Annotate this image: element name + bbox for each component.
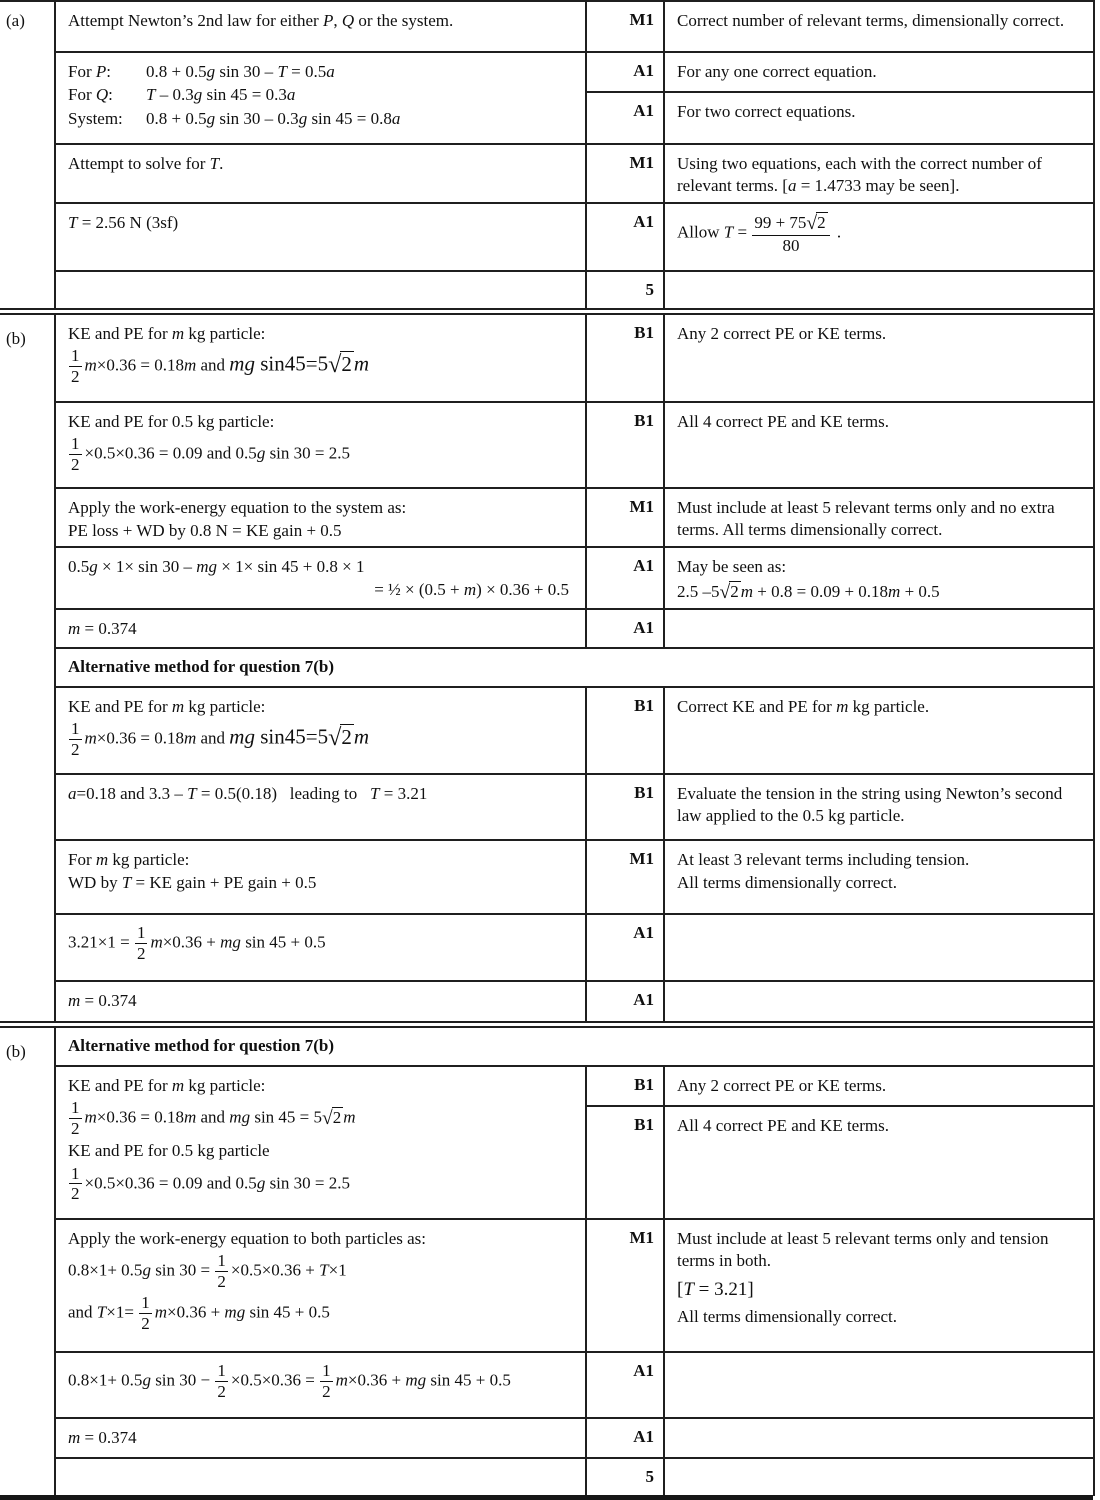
mark-cell: M1 [585, 2, 663, 51]
mark-cell: A1 [585, 982, 663, 1021]
table-row [56, 401, 1093, 487]
alt-method-header [56, 647, 1093, 686]
mark-cell: B1 [585, 403, 663, 487]
sub-row [585, 1105, 1093, 1218]
table-row [56, 51, 1093, 143]
split-marks [585, 1067, 1093, 1218]
section-b-body [56, 315, 1093, 1021]
work-cell [56, 272, 585, 308]
comment-cell [663, 915, 1093, 980]
work-cell: Apply the work-energy equation to the system as: PE loss + WD by 0.8 N = KE gain + 0.5 [68, 498, 407, 541]
section-a-body [56, 2, 1093, 308]
double-rule [0, 308, 1093, 315]
mark-cell: B1 [585, 315, 663, 401]
comment-cell: Any 2 correct PE or KE terms. [663, 315, 1093, 401]
alt-method-header-text: Alternative method for question 7(b) [68, 1036, 334, 1055]
mark-cell: B1 [585, 1067, 663, 1105]
part-label [0, 315, 56, 1021]
mark-cell: B1 [585, 688, 663, 773]
work-cell: KE and PE for 0.5 kg particle: $\frac{1}{2}$ ×0.5×0.36 = 0.09 and 0.5g sin 30 = 2.5 [68, 412, 350, 475]
section-a [0, 2, 1093, 308]
double-rule [0, 1021, 1093, 1028]
mark-cell: M1 [585, 489, 663, 546]
table-row [56, 1457, 1093, 1495]
table-row [56, 1065, 1093, 1218]
work-cell: For P: 0.8 + 0.5g sin 30 – T = 0.5a For Q: T – 0.3g sin 45 = 0.3a System: 0.8 + 0.5g sin 30 – 0.3g sin 45 = 0.8a [68, 62, 401, 128]
work-cell: T = 2.56 N (3sf) [68, 213, 179, 232]
alt-method-header [56, 1028, 1093, 1065]
sub-row [585, 1067, 1093, 1105]
part-label-text: (b) [6, 329, 26, 348]
comment-cell: Allow T = $\frac{99 + 75√2}{80}$ . [663, 204, 1093, 270]
comment-cell [663, 1459, 1093, 1495]
part-label [0, 1028, 56, 1495]
work-cell: For m kg particle: WD by T = KE gain + PE gain + 0.5 [68, 850, 317, 893]
mark-cell: M1 [585, 145, 663, 202]
work-cell: m = 0.374 [68, 1428, 137, 1447]
comment-cell: For any one correct equation. [663, 53, 1093, 91]
table-row [56, 546, 1093, 608]
table-row [56, 1351, 1093, 1417]
sub-row [585, 53, 1093, 91]
mark-cell: A1 [585, 1353, 663, 1417]
mark-cell: M1 [585, 1220, 663, 1351]
table-row [56, 980, 1093, 1021]
sub-row [585, 91, 1093, 143]
table-row [56, 202, 1093, 270]
comment-cell [663, 272, 1093, 308]
table-row [56, 686, 1093, 773]
table-row [56, 1417, 1093, 1457]
table-row [56, 270, 1093, 308]
section-b-alt [0, 1028, 1093, 1495]
mark-cell: A1 [585, 1419, 663, 1457]
mark-cell: B1 [585, 775, 663, 839]
table-row [56, 608, 1093, 647]
comment-cell: Using two equations, each with the correct number of relevant terms. [a = 1.4733 may be seen]. [663, 145, 1093, 202]
work-cell: m = 0.374 [68, 619, 137, 638]
mark-cell: A1 [585, 548, 663, 608]
table-row [56, 913, 1093, 980]
table-row [56, 487, 1093, 546]
split-marks [585, 53, 1093, 143]
mark-cell: M1 [585, 841, 663, 913]
section-b-alt-body [56, 1028, 1093, 1495]
work-cell: KE and PE for m kg particle: $\frac{1}{2}$ m×0.36 = 0.18m and mg sin45=5√2m [68, 697, 369, 760]
comment-cell [663, 1419, 1093, 1457]
mark-cell: A1 [585, 93, 663, 143]
comment-cell: Any 2 correct PE or KE terms. [663, 1067, 1093, 1105]
comment-cell: Evaluate the tension in the string using Newton’s second law applied to the 0.5 kg particle. [663, 775, 1093, 839]
comment-cell: At least 3 relevant terms including tension. All terms dimensionally correct. [663, 841, 1093, 913]
comment-cell: May be seen as: 2.5 –5√2 m + 0.8 = 0.09 + 0.18m + 0.5 [663, 548, 1093, 608]
section-b [0, 315, 1093, 1021]
comment-cell: For two correct equations. [663, 93, 1093, 143]
comment-cell: Correct number of relevant terms, dimensionally correct. [663, 2, 1093, 51]
part-label-text: (b) [6, 1042, 26, 1061]
work-cell: a=0.18 and 3.3 – T = 0.5(0.18) leading to T = 3.21 [68, 784, 428, 803]
work-cell [56, 1459, 585, 1495]
table-row [56, 315, 1093, 401]
mark-cell: A1 [585, 915, 663, 980]
work-cell: Apply the work-energy equation to both particles as: 0.8×1+ 0.5g sin 30 = $\frac{1}{2}$ ×0.5×0.36 + T×1 and T×1= $\frac{1}{2}$ m×0.36 + mg sin 45 + 0.5 [68, 1229, 427, 1333]
comment-cell: Must include at least 5 relevant terms only and tension terms in both. [T = 3.21] All terms dimensionally correct. [663, 1220, 1093, 1351]
table-row [56, 143, 1093, 202]
total-marks-cell: 5 [585, 1459, 663, 1495]
work-cell: 3.21×1 = $\frac{1}{2}$ m×0.36 + mg sin 45 + 0.5 [68, 923, 326, 963]
mark-cell: B1 [585, 1107, 663, 1218]
work-cell: KE and PE for m kg particle: $\frac{1}{2}$ m×0.36 = 0.18m and mg sin 45 = 5√2 m KE and PE for 0.5 kg particle $\frac{1}{2}$ ×0.5×0.36 = 0.09 and 0.5g sin 30 = 2.5 [68, 1076, 356, 1204]
table-row [56, 839, 1093, 913]
work-cell: Attempt Newton’s 2nd law for either P, Q or the system. [68, 11, 454, 30]
work-cell: KE and PE for m kg particle: $\frac{1}{2}$ m×0.36 = 0.18m and mg sin45=5√2m [68, 324, 369, 387]
table-row [56, 2, 1093, 51]
comment-cell [663, 1353, 1093, 1417]
comment-cell: All 4 correct PE and KE terms. [663, 1107, 1093, 1218]
work-cell: 0.5g × 1× sin 30 – mg × 1× sin 45 + 0.8 × 1 = ½ × (0.5 + m) × 0.36 + 0.5 [68, 557, 569, 600]
work-cell: 0.8×1+ 0.5g sin 30 − $\frac{1}{2}$ ×0.5×0.36 = $\frac{1}{2}$ m×0.36 + mg sin 45 + 0.5 [68, 1361, 511, 1401]
table-row [56, 773, 1093, 839]
mark-cell: A1 [585, 610, 663, 647]
comment-cell: Must include at least 5 relevant terms only and no extra terms. All terms dimensionally correct. [663, 489, 1093, 546]
mark-cell: A1 [585, 204, 663, 270]
mark-cell: A1 [585, 53, 663, 91]
comment-cell: Correct KE and PE for m kg particle. [663, 688, 1093, 773]
total-marks-cell: 5 [585, 272, 663, 308]
comment-cell: All 4 correct PE and KE terms. [663, 403, 1093, 487]
part-label [0, 2, 56, 308]
comment-cell [663, 610, 1093, 647]
alt-method-header-text: Alternative method for question 7(b) [68, 657, 334, 676]
work-cell: Attempt to solve for T. [68, 154, 224, 173]
part-label-text: (a) [6, 11, 25, 30]
work-cell: m = 0.374 [68, 991, 137, 1010]
comment-cell [663, 982, 1093, 1021]
table-row [56, 1218, 1093, 1351]
